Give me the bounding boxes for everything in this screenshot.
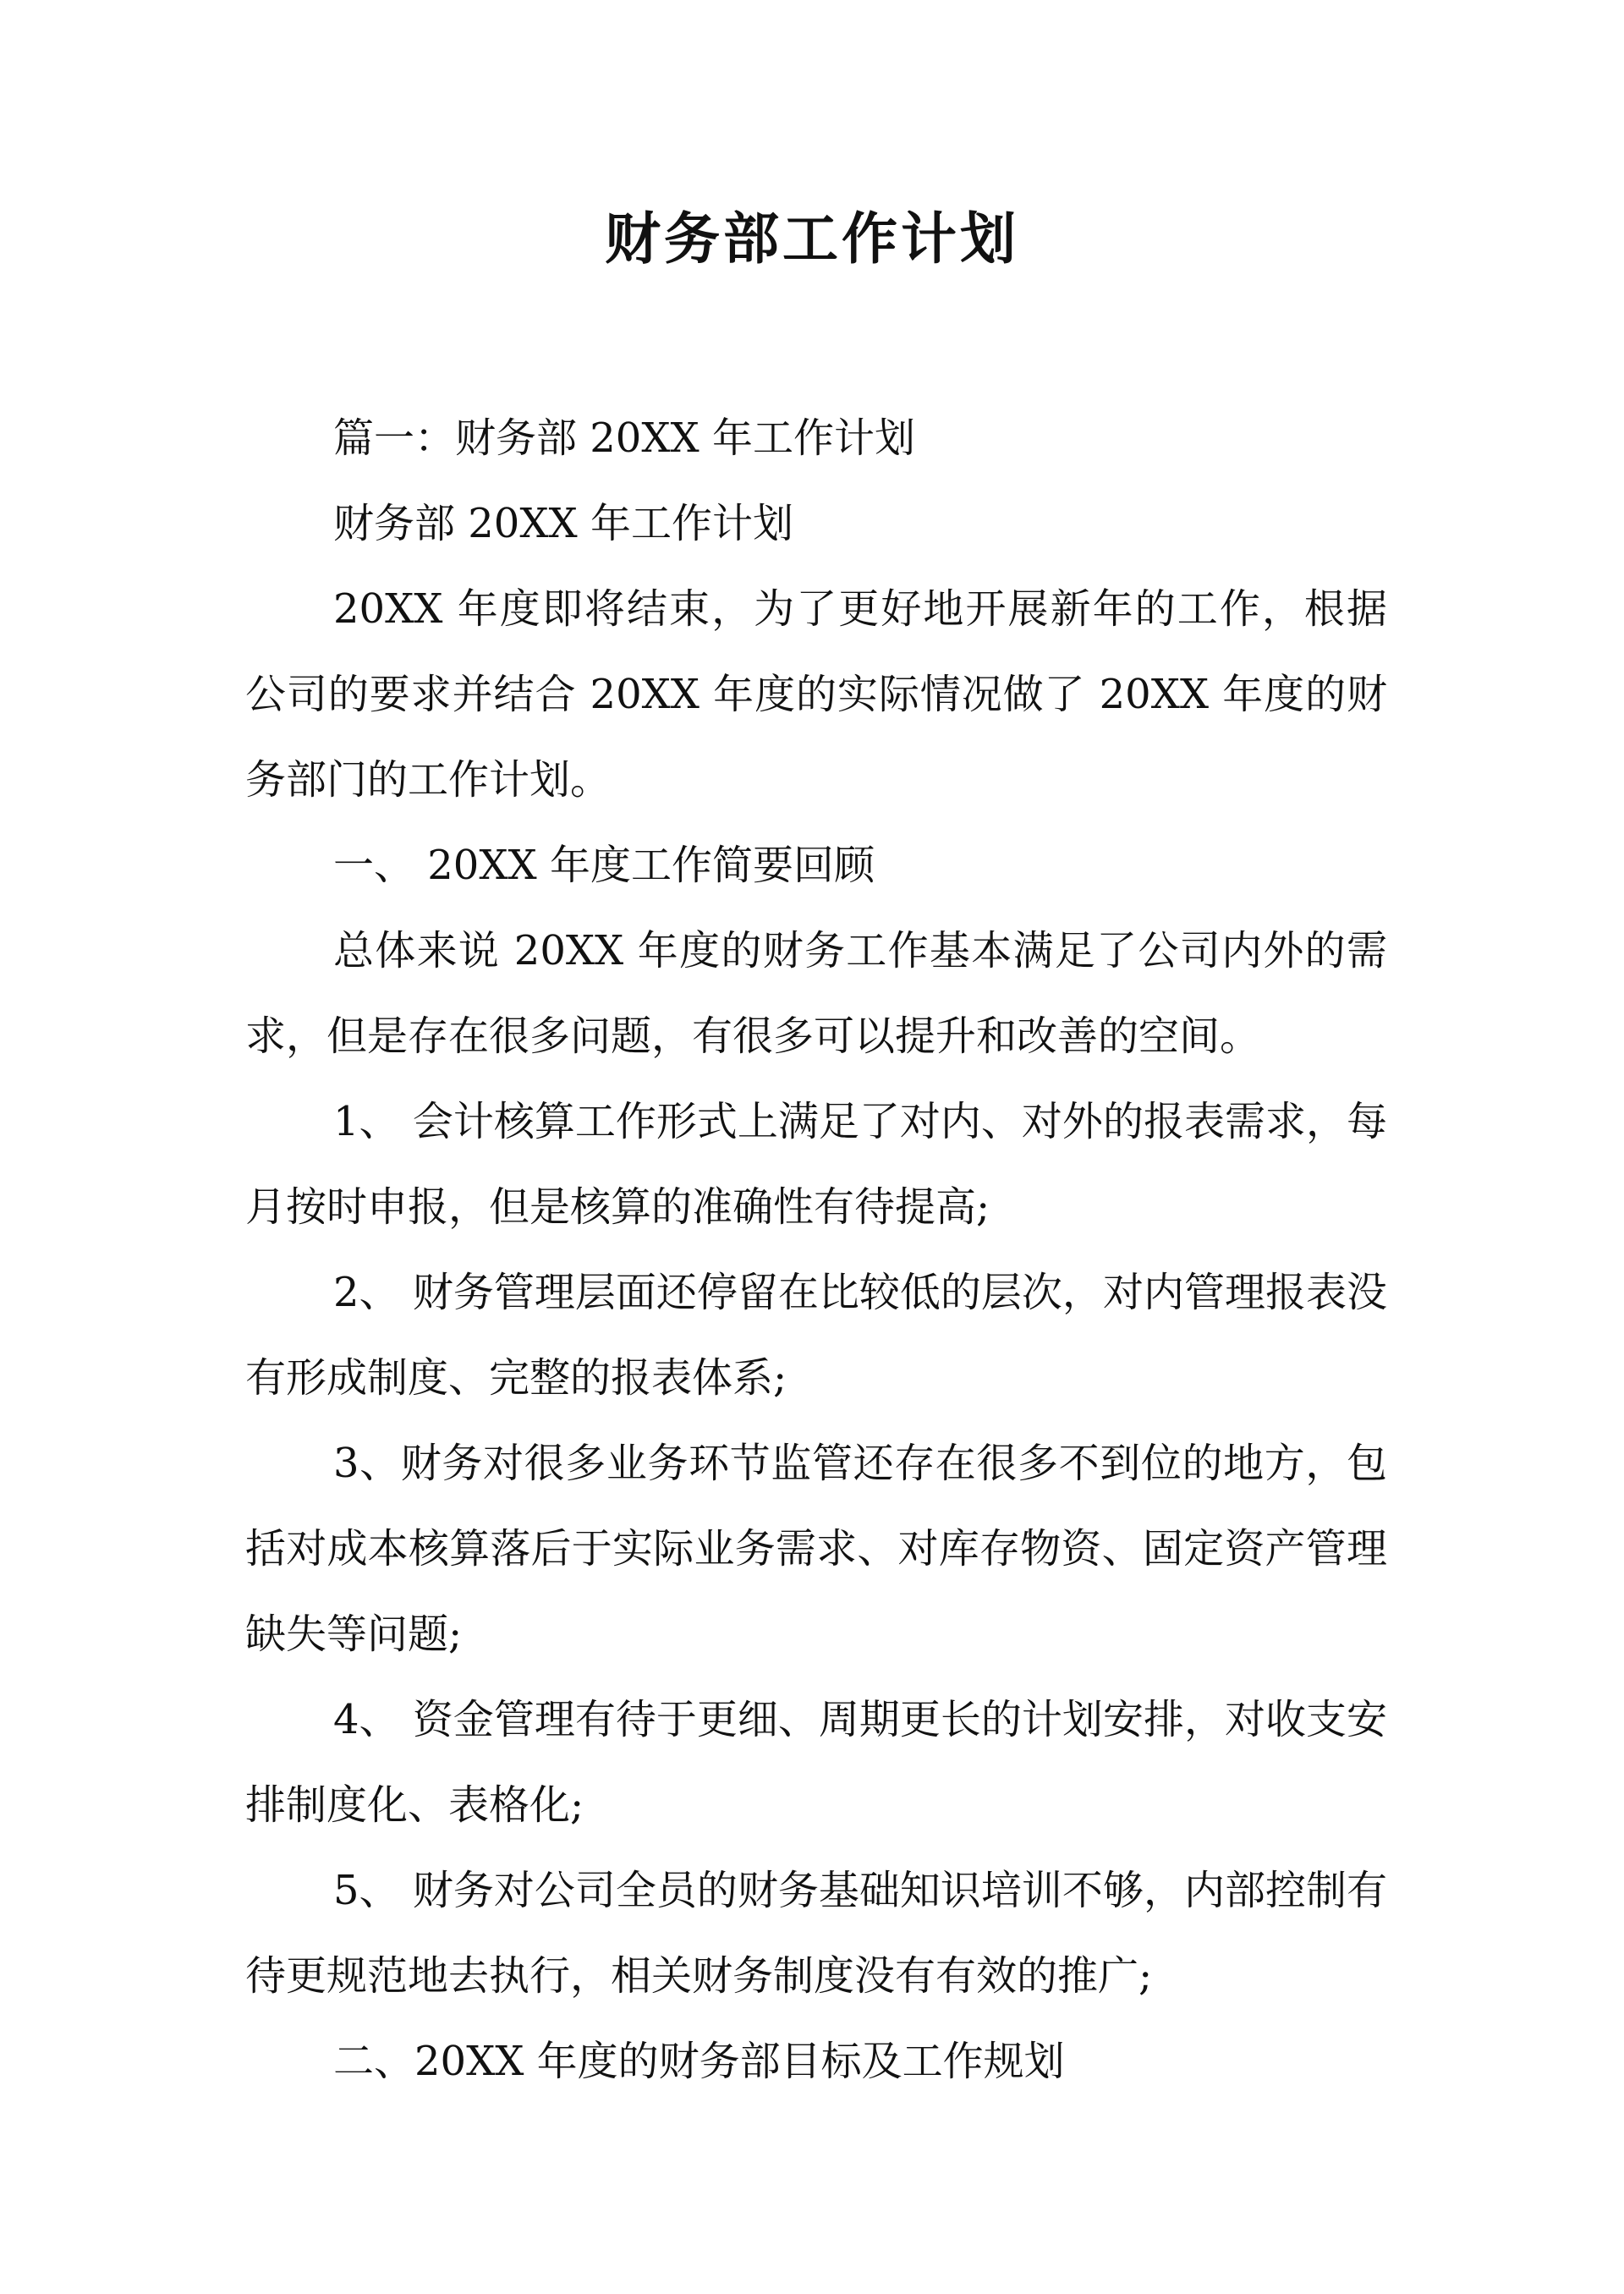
paragraph-item-4: 4、 资金管理有待于更细、周期更长的计划安排，对收支安排制度化、表格化; [245, 1696, 1387, 1829]
paragraph-section-heading-1: 篇一：财务部 20XX 年工作计划 [333, 414, 915, 462]
paragraph-review-summary: 总体来说 20XX 年度的财务工作基本满足了公司内外的需求，但是存在很多问题，有很多可以提升和改善的空间。 [245, 927, 1387, 1060]
paragraph-item-5: 5、 财务对公司全员的财务基础知识培训不够，内部控制有待更规范地去执行，相关财务制度没有有效的推广; [245, 1867, 1387, 2000]
paragraph-item-2: 2、 财务管理层面还停留在比较低的层次，对内管理报表没有形成制度、完整的报表体系; [245, 1269, 1387, 1402]
document-body [245, 396, 1387, 2105]
paragraph-intro: 20XX 年度即将结束，为了更好地开展新年的工作，根据公司的要求并结合 20XX 年度的实际情况做了 20XX 年度的财务部门的工作计划。 [245, 585, 1387, 804]
paragraph-review-heading: 一、 20XX 年度工作简要回顾 [333, 842, 875, 889]
paragraph-item-3: 3、财务对很多业务环节监管还存在很多不到位的地方，包括对成本核算落后于实际业务需求、对库存物资、固定资产管理缺失等问题; [245, 1440, 1387, 1658]
paragraph-goals-heading: 二、20XX 年度的财务部目标及工作规划 [333, 2038, 1065, 2085]
document-title: 财务部工作计划 [605, 206, 1019, 272]
paragraph-item-1: 1、 会计核算工作形式上满足了对内、对外的报表需求，每月按时申报，但是核算的准确性有待提高; [245, 1098, 1387, 1231]
paragraph-plan-title: 财务部 20XX 年工作计划 [333, 500, 793, 547]
